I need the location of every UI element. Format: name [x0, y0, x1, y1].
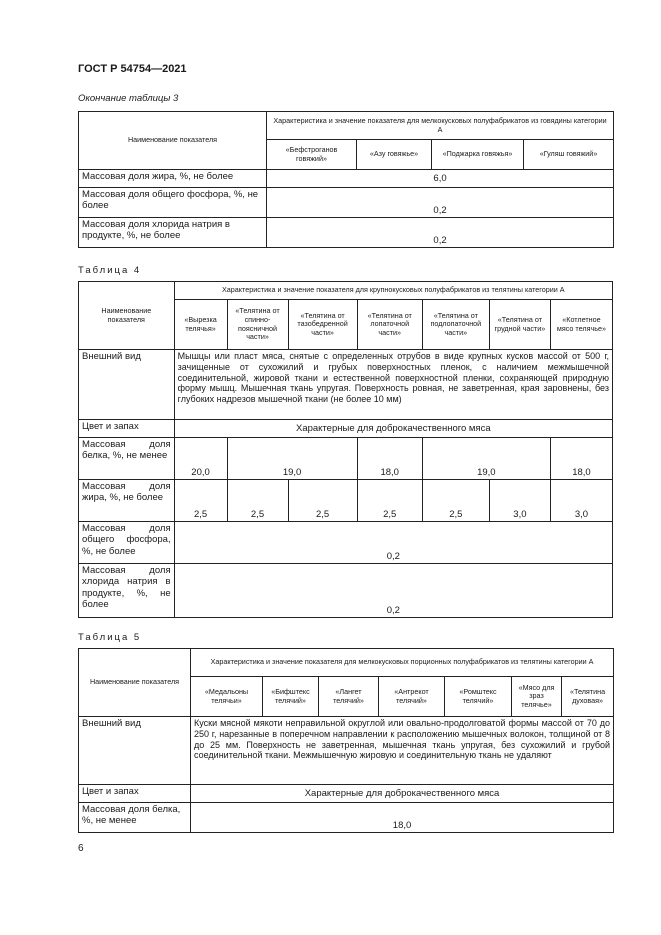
table4-color-label: Цвет и запах: [79, 420, 175, 438]
table3-continuation-caption: Окончание таблицы 3: [78, 93, 179, 104]
table3-row-value: 0,2: [267, 218, 614, 248]
table4-col-header: «Вырезка телячья»: [174, 300, 227, 350]
table-5: [78, 648, 614, 833]
table3-col-header: «Поджарка говяжья»: [432, 140, 524, 170]
table4-chloride-value: 0,2: [174, 564, 612, 618]
table3-row-label: Массовая доля общего фосфора, %, не более: [79, 188, 267, 218]
document-title: ГОСТ Р 54754—2021: [78, 63, 187, 75]
table3-row-label: Массовая доля хлорида натрия в продукте, %, не более: [79, 218, 267, 248]
table4-col-header: «Котлетное мясо телячье»: [550, 300, 612, 350]
table5-col-header: «Бифштекс телячий»: [263, 677, 319, 717]
table4-caption: Таблица 4: [78, 265, 142, 276]
table4-color-text: Характерные для доброкачественного мяса: [174, 420, 612, 438]
table4-protein-value: 20,0: [174, 438, 227, 480]
table4-protein-label: Массовая доля белка, %, не менее: [79, 438, 175, 480]
table4-protein-value: 18,0: [550, 438, 612, 480]
table5-name-header: Наименование показателя: [79, 649, 191, 717]
table5-col-header: «Антрекот телячий»: [379, 677, 445, 717]
table5-col-header: «Мясо для зраз телячье»: [512, 677, 562, 717]
table5-col-header: «Медальоны телячьи»: [191, 677, 263, 717]
table-3: [78, 111, 614, 248]
table5-color-label: Цвет и запах: [79, 785, 191, 803]
table3-col-header: «Азу говяжье»: [357, 140, 432, 170]
table4-fat-label: Массовая доля жира, %, не более: [79, 480, 175, 522]
table4-col-header: «Телятина от грудной части»: [489, 300, 550, 350]
table4-phosphorus-label: Массовая доля общего фосфора, %, не более: [79, 522, 175, 564]
table-4: [78, 281, 613, 618]
table4-appearance-text: Мышцы или пласт мяса, снятые с определенных отрубов в виде крупных кусков массой от 500 г, зачищенные от сухожилий и грубых поверхностных пленок, с наличием межмышечной соединительной, жировой ткани и естественной поверхностной пленки, сохраняющей природную форму мышц. Мышечная ткань упругая. Поверхность ровная, не заветренная, края заровнены, без глубоких надрезов мышечной ткани (не более 10 мм): [174, 350, 612, 420]
table4-phosphorus-value: 0,2: [174, 522, 612, 564]
table5-protein-value: 18,0: [191, 803, 614, 833]
table3-col-header: «Бефстроганов говяжий»: [267, 140, 357, 170]
table5-color-text: Характерные для доброкачественного мяса: [191, 785, 614, 803]
table4-fat-value: 2,5: [174, 480, 227, 522]
table4-fat-value: 2,5: [288, 480, 357, 522]
table5-caption: Таблица 5: [78, 632, 142, 643]
table5-appearance-text: Куски мясной мякоти неправильной округлой или овально-продолговатой формы массой от 70 до 250 г, нарезанные в поперечном направлении к расположению мышечных волокон, толщиной от 8 до 25 мм. Поверхность не заветренная, мышечная ткань упругая, без сухожилий и грубой соединительной ткани. Межмышечную жировую и соединительную ткань не удаляют: [191, 717, 614, 785]
table4-name-header: Наименование показателя: [79, 282, 175, 350]
table5-col-header: «Лангет телячий»: [319, 677, 379, 717]
table4-col-header: «Телятина от тазобедренной части»: [288, 300, 357, 350]
table3-row-label: Массовая доля жира, %, не более: [79, 170, 267, 188]
table4-col-header: «Телятина от спинно-поясничной части»: [227, 300, 288, 350]
table4-chloride-label: Массовая доля хлорида натрия в продукте, %, не более: [79, 564, 175, 618]
table4-protein-value: 19,0: [227, 438, 357, 480]
table3-row-value: 0,2: [267, 188, 614, 218]
table3-name-header: Наименование показателя: [79, 112, 267, 170]
table4-protein-value: 18,0: [357, 438, 422, 480]
table4-group-header: Характеристика и значение показателя для крупнокусковых полуфабрикатов из телятины категории А: [174, 282, 612, 300]
table4-fat-value: 3,0: [489, 480, 550, 522]
table5-col-header: «Телятина духовая»: [562, 677, 614, 717]
table4-protein-value: 19,0: [422, 438, 550, 480]
table4-fat-value: 3,0: [550, 480, 612, 522]
table5-col-header: «Ромштекс телячий»: [445, 677, 512, 717]
table3-group-header: Характеристика и значение показателя для мелкокусковых полуфабрикатов из говядины категории А: [267, 112, 614, 140]
table4-appearance-label: Внешний вид: [79, 350, 175, 420]
table4-fat-value: 2,5: [357, 480, 422, 522]
table3-col-header: «Гуляш говяжий»: [524, 140, 614, 170]
table4-col-header: «Телятина от подлопаточной части»: [422, 300, 489, 350]
table5-group-header: Характеристика и значение показателя для мелкокусковых порционных полуфабрикатов из телятины категории А: [191, 649, 614, 677]
table4-col-header: «Телятина от лопаточной части»: [357, 300, 422, 350]
table4-fat-value: 2,5: [422, 480, 489, 522]
table3-row-value: 6,0: [267, 170, 614, 188]
page-number: 6: [78, 843, 84, 854]
table5-appearance-label: Внешний вид: [79, 717, 191, 785]
table5-protein-label: Массовая доля белка, %, не менее: [79, 803, 191, 833]
table4-fat-value: 2,5: [227, 480, 288, 522]
